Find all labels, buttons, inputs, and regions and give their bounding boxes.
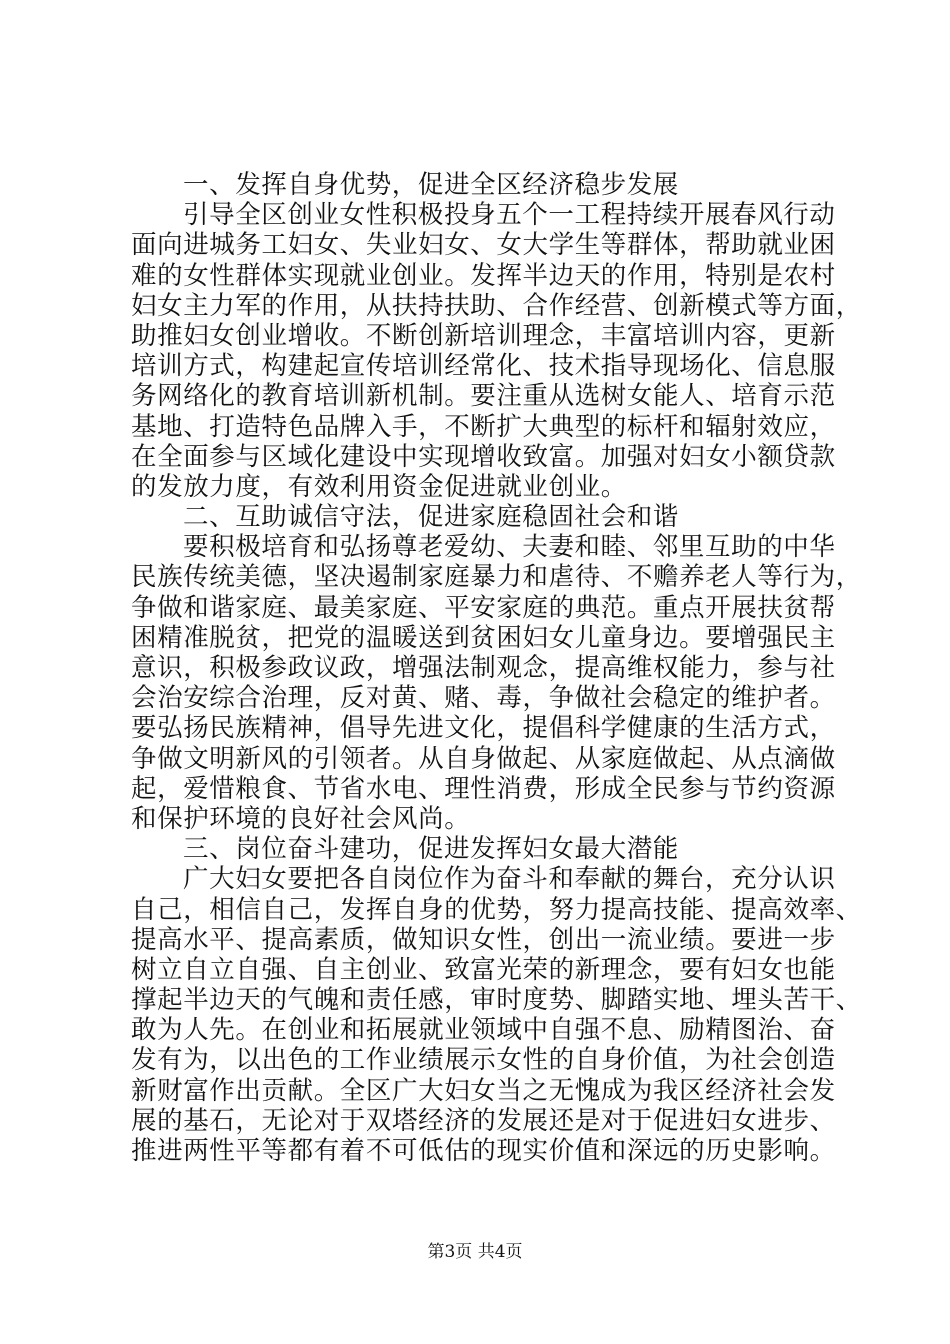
paragraph-line: 自己，相信自己，发挥自身的优势，努力提高技能、提高效率、	[131, 894, 862, 925]
paragraph-line: 新财富作出贡献。全区广大妇女当之无愧成为我区经济社会发	[131, 1075, 836, 1106]
paragraph-line: 意识，积极参政议政，增强法制观念，提高维权能力，参与社	[131, 653, 836, 683]
paragraph-line: 起，爱惜粮食、节省水电、理性消费，形成全民参与节约资源	[131, 773, 836, 804]
paragraph-line: 广大妇女要把各自岗位作为奋斗和奉献的舞台，充分认识	[183, 864, 836, 895]
paragraph-line: 要积极培育和弘扬尊老爱幼、夫妻和睦、邻里互助的中华	[183, 532, 836, 563]
section-heading: 一、发挥自身优势，促进全区经济稳步发展	[183, 170, 679, 200]
page-number-footer: 第3页 共4页	[427, 1242, 523, 1262]
paragraph-line: 争做文明新风的引领者。从自身做起、从家庭做起、从点滴做	[131, 743, 836, 774]
paragraph-line: 培训方式，构建起宣传培训经常化、技术指导现场化、信息服	[131, 351, 836, 382]
section-2	[131, 502, 862, 834]
section-3	[131, 834, 862, 1166]
paragraph-line: 民族传统美德，坚决遏制家庭暴力和虐待、不赡养老人等行为，	[131, 562, 862, 593]
paragraph-line: 的发放力度，有效利用资金促进就业创业。	[131, 471, 627, 502]
paragraph-line: 困精准脱贫，把党的温暖送到贫困妇女儿童身边。要增强民主	[131, 622, 836, 653]
paragraph-line: 展的基石，无论对于双塔经济的发展还是对于促进妇女进步、	[131, 1105, 836, 1136]
paragraph-line: 务网络化的教育培训新机制。要注重从选树女能人、培育示范	[131, 381, 836, 412]
paragraph-line: 发有为，以出色的工作业绩展示女性的自身价值，为社会创造	[131, 1045, 836, 1076]
paragraph-line: 树立自立自强、自主创业、致富光荣的新理念，要有妇女也能	[131, 954, 836, 985]
paragraph-line: 和保护环境的良好社会风尚。	[131, 803, 471, 834]
paragraph-line: 要弘扬民族精神，倡导先进文化，提倡科学健康的生活方式，	[131, 713, 836, 744]
paragraph-line: 敢为人先。在创业和拓展就业领域中自强不息、励精图治、奋	[131, 1015, 836, 1046]
section-heading: 三、岗位奋斗建功，促进发挥妇女最大潜能	[183, 834, 679, 865]
paragraph-line: 难的女性群体实现就业创业。发挥半边天的作用，特别是农村	[131, 260, 836, 291]
paragraph-line: 助推妇女创业增收。不断创新培训理念，丰富培训内容，更新	[131, 320, 836, 351]
paragraph-line: 会治安综合治理，反对黄、赌、毒，争做社会稳定的维护者。	[131, 683, 836, 714]
paragraph-line: 推进两性平等都有着不可低估的现实价值和深远的历史影响。	[131, 1136, 836, 1166]
paragraph-line: 引导全区创业女性积极投身五个一工程持续开展春风行动	[183, 200, 836, 231]
paragraph-line: 在全面参与区域化建设中实现增收致富。加强对妇女小额贷款	[131, 441, 836, 472]
paragraph-line: 撑起半边天的气魄和责任感，审时度势、脚踏实地、埋头苦干、	[131, 985, 862, 1016]
paragraph-line: 面向进城务工妇女、失业妇女、女大学生等群体，帮助就业困	[131, 230, 836, 261]
section-heading: 二、互助诚信守法，促进家庭稳固社会和谐	[183, 502, 679, 533]
paragraph-line: 妇女主力军的作用，从扶持扶助、合作经营、创新模式等方面，	[131, 290, 862, 321]
document-body	[131, 170, 862, 1166]
paragraph-line: 基地、打造特色品牌入手，不断扩大典型的标杆和辐射效应，	[131, 411, 836, 442]
section-1	[131, 170, 862, 502]
paragraph-line: 提高水平、提高素质，做知识女性，创出一流业绩。要进一步	[131, 924, 836, 955]
paragraph-line: 争做和谐家庭、最美家庭、平安家庭的典范。重点开展扶贫帮	[131, 592, 836, 623]
